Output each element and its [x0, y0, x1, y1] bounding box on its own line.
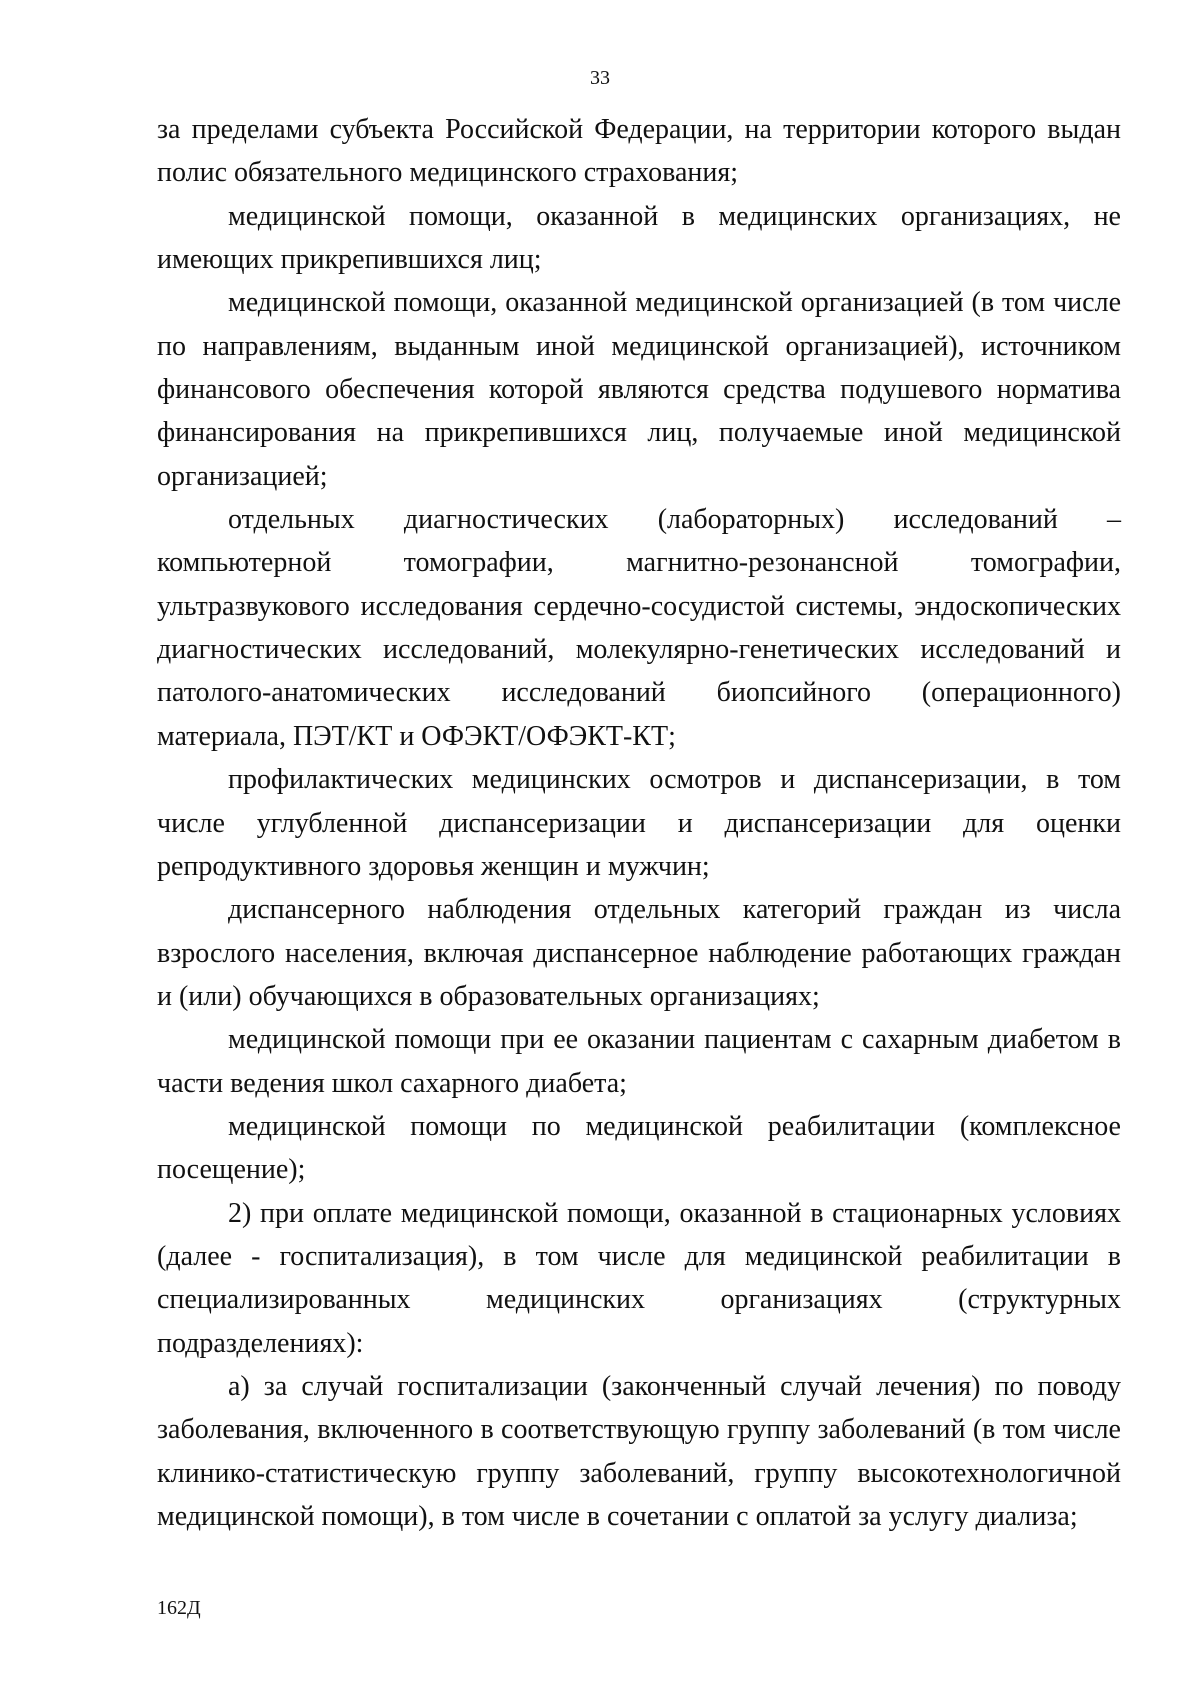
paragraph: медицинской помощи по медицинской реабилитации (комплексное посещение); [157, 1110, 1121, 1186]
paragraph: медицинской помощи при ее оказании пациентам с сахарным диабетом в части ведения школ сахарного диабета; [157, 1024, 1121, 1099]
page-number: 33 [590, 67, 610, 89]
paragraph: 2) при оплате медицинской помощи, оказанной в стационарных условиях (далее - госпитализация), в том числе для медицинской реабилитации в специализированных медицинских организациях (структурных подразделениях): [157, 1197, 1121, 1359]
paragraph: а) за случай госпитализации (законченный случай лечения) по поводу заболевания, включенного в соответствующую группу заболеваний (в том числе клинико-статистическую группу заболеваний, группу высокотехнологичной медицинской помощи), в том числе в сочетании с оплатой за услугу диализа; [157, 1370, 1121, 1532]
document-code: 162Д [157, 1597, 201, 1619]
document-body [157, 108, 1121, 1538]
paragraph-continuation: за пределами субъекта Российской Федерации, на территории которого выдан полис обязательного медицинского страхования; [157, 114, 1121, 189]
paragraph: диспансерного наблюдения отдельных категорий граждан из числа взрослого населения, включая диспансерное наблюдение работающих граждан и (или) обучающихся в образовательных организациях; [157, 894, 1121, 1012]
paragraph: отдельных диагностических (лабораторных) исследований – компьютерной томографии, магнитно-резонансной томографии, ультразвукового исследования сердечно-сосудистой системы, эндоскопических диагностических исследований, молекулярно-генетических исследований и патолого-анатомических исследований биопсийного (операционного) материала, ПЭТ/КТ и ОФЭКТ/ОФЭКТ-КТ; [157, 504, 1121, 752]
paragraph: медицинской помощи, оказанной в медицинских организациях, не имеющих прикрепившихся лиц; [157, 200, 1121, 276]
paragraph: профилактических медицинских осмотров и диспансеризации, в том числе углубленной диспансеризации и диспансеризации для оценки репродуктивного здоровья женщин и мужчин; [157, 764, 1121, 882]
paragraph: медицинской помощи, оказанной медицинской организацией (в том числе по направлениям, выданным иной медицинской организацией), источником финансового обеспечения которой являются средства подушевого норматива финансирования на прикрепившихся лиц, получаемые иной медицинской организацией; [157, 287, 1121, 492]
